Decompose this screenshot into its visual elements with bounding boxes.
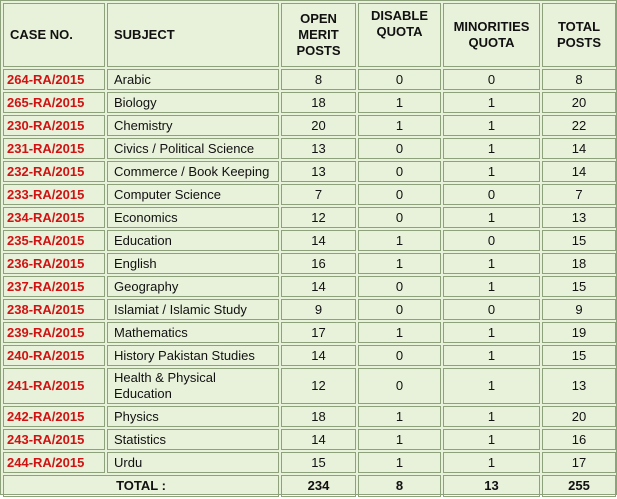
open-merit-cell: 14: [281, 230, 356, 251]
total-posts-cell: 15: [542, 230, 616, 251]
subject-cell: Economics: [107, 207, 279, 228]
table-body: [3, 69, 616, 473]
total-posts-cell: 13: [542, 207, 616, 228]
subject-cell: History Pakistan Studies: [107, 345, 279, 366]
subject-cell: Geography: [107, 276, 279, 297]
subject-cell: Physics: [107, 406, 279, 427]
header-case-no: CASE NO.: [3, 3, 105, 67]
total-open-merit: 234: [281, 475, 356, 497]
total-posts-cell: 15: [542, 345, 616, 366]
total-posts-cell: 7: [542, 184, 616, 205]
table-row: [3, 345, 616, 366]
disable-quota-cell: 1: [358, 115, 441, 136]
case-no-cell: 237-RA/2015: [3, 276, 105, 297]
header-minorities-line-1: MINORITIES: [453, 19, 530, 34]
open-merit-cell: 17: [281, 322, 356, 343]
minorities-quota-cell: 1: [443, 207, 540, 228]
minorities-quota-cell: 0: [443, 184, 540, 205]
subject-cell: Civics / Political Science: [107, 138, 279, 159]
subject-cell: Computer Science: [107, 184, 279, 205]
case-no-cell: 241-RA/2015: [3, 368, 105, 404]
total-posts-cell: 14: [542, 161, 616, 182]
disable-quota-cell: 1: [358, 452, 441, 473]
case-no-cell: 264-RA/2015: [3, 69, 105, 90]
subject-cell: Islamiat / Islamic Study: [107, 299, 279, 320]
header-total-line-1: TOTAL: [557, 19, 601, 34]
disable-quota-cell: 1: [358, 322, 441, 343]
minorities-quota-cell: 0: [443, 299, 540, 320]
header-total-line-2: POSTS: [556, 35, 602, 50]
case-no-cell: 243-RA/2015: [3, 429, 105, 450]
table-row: [3, 253, 616, 274]
disable-quota-cell: 0: [358, 276, 441, 297]
open-merit-cell: 20: [281, 115, 356, 136]
total-posts-cell: 20: [542, 92, 616, 113]
header-disable-quota: [358, 3, 441, 67]
case-no-cell: 242-RA/2015: [3, 406, 105, 427]
disable-quota-cell: 0: [358, 368, 441, 404]
subject-cell: Commerce / Book Keeping: [107, 161, 279, 182]
case-no-cell: 233-RA/2015: [3, 184, 105, 205]
disable-quota-cell: 0: [358, 69, 441, 90]
table-row: [3, 406, 616, 427]
total-posts-cell: 22: [542, 115, 616, 136]
case-no-cell: 236-RA/2015: [3, 253, 105, 274]
case-no-cell: 240-RA/2015: [3, 345, 105, 366]
disable-quota-cell: 0: [358, 299, 441, 320]
open-merit-cell: 13: [281, 161, 356, 182]
total-posts-cell: 19: [542, 322, 616, 343]
disable-quota-cell: 1: [358, 253, 441, 274]
open-merit-cell: 18: [281, 406, 356, 427]
header-disable-line-1: DISABLE: [370, 8, 429, 23]
total-minorities-quota: 13: [443, 475, 540, 497]
subject-cell: Health & Physical Education: [107, 368, 279, 404]
open-merit-cell: 13: [281, 138, 356, 159]
open-merit-cell: 12: [281, 207, 356, 228]
minorities-quota-cell: 0: [443, 69, 540, 90]
subject-cell: Arabic: [107, 69, 279, 90]
disable-quota-cell: 0: [358, 138, 441, 159]
case-no-cell: 238-RA/2015: [3, 299, 105, 320]
subject-cell: Biology: [107, 92, 279, 113]
table-row: [3, 138, 616, 159]
open-merit-cell: 9: [281, 299, 356, 320]
subject-cell: Statistics: [107, 429, 279, 450]
total-row: [3, 475, 616, 497]
case-no-cell: 231-RA/2015: [3, 138, 105, 159]
table-row: [3, 322, 616, 343]
disable-quota-cell: 1: [358, 230, 441, 251]
total-posts-cell: 17: [542, 452, 616, 473]
minorities-quota-cell: 1: [443, 138, 540, 159]
minorities-quota-cell: 1: [443, 276, 540, 297]
total-posts-cell: 14: [542, 138, 616, 159]
header-total-posts: [542, 3, 616, 67]
disable-quota-cell: 1: [358, 406, 441, 427]
minorities-quota-cell: 1: [443, 406, 540, 427]
header-open-line-2: MERIT: [298, 27, 339, 42]
total-label: TOTAL :: [3, 475, 279, 497]
header-minorities-quota: [443, 3, 540, 67]
disable-quota-cell: 0: [358, 184, 441, 205]
disable-quota-cell: 0: [358, 161, 441, 182]
case-no-cell: 232-RA/2015: [3, 161, 105, 182]
subject-cell: English: [107, 253, 279, 274]
disable-quota-cell: 1: [358, 92, 441, 113]
subject-cell: Urdu: [107, 452, 279, 473]
minorities-quota-cell: 1: [443, 368, 540, 404]
table-row: [3, 368, 616, 404]
table-row: [3, 299, 616, 320]
disable-quota-cell: 0: [358, 345, 441, 366]
case-no-cell: 244-RA/2015: [3, 452, 105, 473]
total-posts-cell: 8: [542, 69, 616, 90]
table-row: [3, 230, 616, 251]
open-merit-cell: 14: [281, 345, 356, 366]
minorities-quota-cell: 1: [443, 429, 540, 450]
minorities-quota-cell: 1: [443, 92, 540, 113]
minorities-quota-cell: 1: [443, 345, 540, 366]
total-posts-cell: 15: [542, 276, 616, 297]
minorities-quota-cell: 1: [443, 322, 540, 343]
open-merit-cell: 12: [281, 368, 356, 404]
open-merit-cell: 8: [281, 69, 356, 90]
subject-cell: Education: [107, 230, 279, 251]
header-open-line-1: OPEN: [300, 11, 337, 26]
table-row: [3, 184, 616, 205]
header-open-merit-posts: [281, 3, 356, 67]
open-merit-cell: 14: [281, 429, 356, 450]
minorities-quota-cell: 1: [443, 161, 540, 182]
header-minorities-line-2: QUOTA: [468, 35, 515, 50]
header-open-line-3: POSTS: [296, 43, 341, 58]
table-row: [3, 161, 616, 182]
header-disable-line-2: QUOTA: [376, 24, 423, 39]
disable-quota-cell: 0: [358, 207, 441, 228]
minorities-quota-cell: 1: [443, 253, 540, 274]
table-row: [3, 92, 616, 113]
minorities-quota-cell: 1: [443, 115, 540, 136]
case-no-cell: 235-RA/2015: [3, 230, 105, 251]
total-posts-cell: 16: [542, 429, 616, 450]
total-posts-cell: 13: [542, 368, 616, 404]
case-no-cell: 239-RA/2015: [3, 322, 105, 343]
open-merit-cell: 7: [281, 184, 356, 205]
posts-table: [1, 1, 617, 499]
total-disable-quota: 8: [358, 475, 441, 497]
table-row: [3, 452, 616, 473]
table-row: [3, 115, 616, 136]
table-row: [3, 69, 616, 90]
open-merit-cell: 18: [281, 92, 356, 113]
open-merit-cell: 14: [281, 276, 356, 297]
table-row: [3, 207, 616, 228]
minorities-quota-cell: 0: [443, 230, 540, 251]
subject-cell: Mathematics: [107, 322, 279, 343]
case-no-cell: 230-RA/2015: [3, 115, 105, 136]
total-posts-cell: 18: [542, 253, 616, 274]
case-no-cell: 265-RA/2015: [3, 92, 105, 113]
total-posts-cell: 20: [542, 406, 616, 427]
open-merit-cell: 15: [281, 452, 356, 473]
header-subject: SUBJECT: [107, 3, 279, 67]
total-total-posts: 255: [542, 475, 616, 497]
case-no-cell: 234-RA/2015: [3, 207, 105, 228]
total-posts-cell: 9: [542, 299, 616, 320]
disable-quota-cell: 1: [358, 429, 441, 450]
subject-cell: Chemistry: [107, 115, 279, 136]
header-row: [3, 3, 616, 67]
table-row: [3, 429, 616, 450]
open-merit-cell: 16: [281, 253, 356, 274]
table-row: [3, 276, 616, 297]
minorities-quota-cell: 1: [443, 452, 540, 473]
